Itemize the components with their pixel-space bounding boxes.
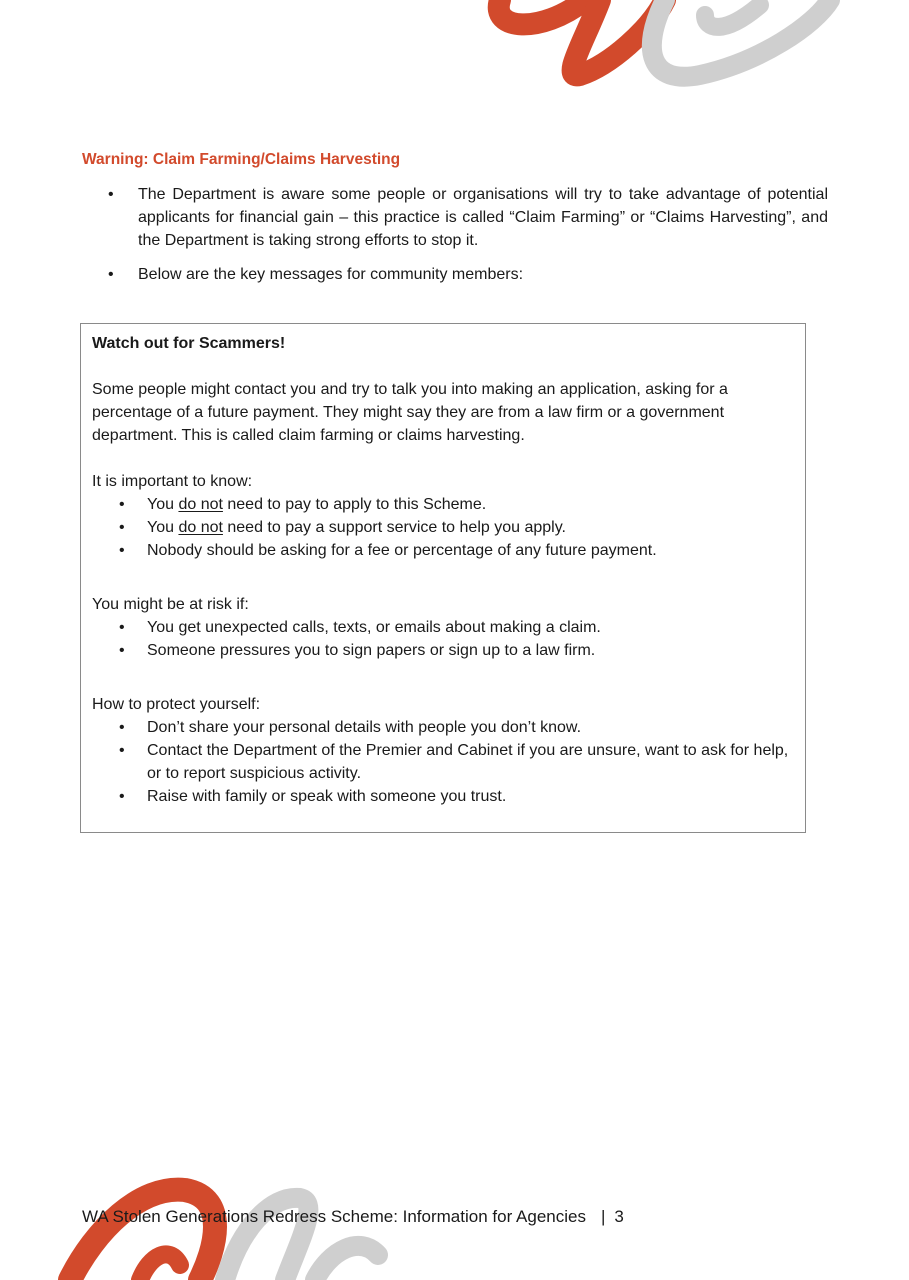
page-number: 3 (614, 1207, 624, 1226)
bullet-item: • The Department is aware some people or organisations will try to take advantage of potential applicants for financial gain – this practice is called “Claim Farming” or “Claims Harvesting”, and the Department is taking strong efforts to stop it. (82, 183, 828, 252)
top-loop-decoration (0, 0, 909, 110)
bullet-item: • Below are the key messages for community members: (82, 263, 828, 286)
list-item: • Raise with family or speak with someone you trust. (92, 785, 794, 808)
footer-title: WA Stolen Generations Redress Scheme: Information for Agencies (82, 1207, 586, 1226)
warning-heading: Warning: Claim Farming/Claims Harvesting (82, 151, 401, 168)
list-item: • Contact the Department of the Premier and Cabinet if you are unsure, want to ask for help, or to report suspicious activity. (92, 739, 794, 785)
list-item: • You get unexpected calls, texts, or emails about making a claim. (92, 616, 794, 639)
box-title: Watch out for Scammers! (92, 335, 286, 352)
risk-list (92, 616, 794, 662)
emphasis-text: do not (178, 519, 223, 536)
list-item: • Nobody should be asking for a fee or percentage of any future payment. (92, 539, 794, 562)
list-item: • Someone pressures you to sign papers or sign up to a law firm. (92, 639, 794, 662)
page-footer (82, 1207, 624, 1227)
list-item: • Don’t share your personal details with people you don’t know. (92, 716, 794, 739)
list-item: • You do not need to pay a support service to help you apply. (92, 516, 794, 539)
intro-bullet-list (82, 183, 828, 286)
scam-warning-box (80, 323, 806, 833)
protect-list (92, 716, 794, 808)
protect-heading: How to protect yourself: (92, 696, 261, 713)
list-item: • You do not need to pay to apply to this Scheme. (92, 493, 794, 516)
risk-heading: You might be at risk if: (92, 596, 249, 613)
box-intro: Some people might contact you and try to talk you into making an application, asking for a percentage of a future payment. They might say they are from a law firm or a government department. This is called claim farming or claims harvesting. (92, 381, 728, 444)
footer-separator: | (600, 1207, 606, 1226)
know-heading: It is important to know: (92, 473, 253, 490)
emphasis-text: do not (178, 496, 223, 513)
know-list (92, 493, 794, 562)
